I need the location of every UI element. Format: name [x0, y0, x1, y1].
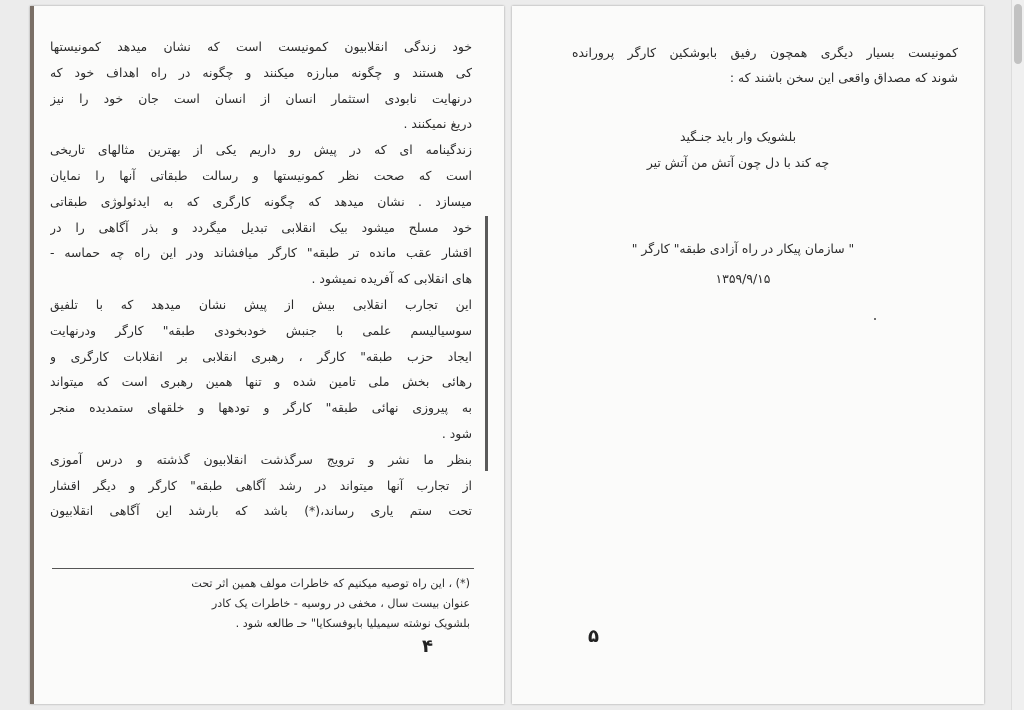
body-line: شوند که مصداق واقعی این سخن باشند که : [729, 70, 958, 85]
organization-signature [602, 234, 884, 294]
footnote-divider [52, 568, 474, 569]
body-line: درنهایت نابودی استثمار انسان از انسان است جان خود را نیز [50, 90, 472, 106]
footnote [52, 574, 470, 634]
body-line: به پیروزی نهائی طبقه" کارگر و تودهها و خلقهای ستمدیده منجر [50, 400, 472, 416]
body-line: رهائی بخش ملی تامین شده و تنها همین رهبری است که میتواند [50, 374, 472, 390]
body-line: خود مسلح میشود بیک انقلابی تبدیل میگردد و بذر آگاهی را در [50, 219, 472, 235]
body-line: بنظر ما نشر و ترویج سرگذشت انقلابیون گذشته و درس آموزی [50, 451, 472, 467]
body-line: کی هستند و چگونه مبارزه میکنند و چگونه در راه اهداف خود که [50, 64, 472, 80]
body-line: شود . [441, 425, 472, 441]
body-line: کمونیست بسیار دیگری همچون رفیق بابوشکین کارگر پرورانده [572, 45, 958, 60]
body-line: های انقلابی که آفریده نمیشود . [311, 271, 472, 287]
body-line: سوسیالیسم علمی با جنبش خودبخودی طبقه" کارگر ودرنهایت [50, 322, 472, 338]
body-line: تحت ستم یاری رساند،(*) باشد که بارشد این آگاهی انقلابیون [50, 503, 472, 519]
paper-speck [874, 318, 876, 320]
poem-line: چه کند با دل چون آتش من آتش تیر [646, 155, 830, 170]
body-line: دریغ نمیکنند . [403, 116, 472, 132]
poem-line: بلشویک وار باید جنـگید [679, 129, 797, 144]
footnote-line: بلشویک نوشته سیمیلیا بابوفسکایا" حـ طالعه شود . [235, 617, 470, 630]
footnote-line: (*) ، این راه توصیه میکنیم که خاطرات مولف همین اثر تحت [191, 577, 470, 590]
poem-quote [622, 124, 854, 176]
left-page-body [50, 34, 472, 524]
body-line: زندگینامه ای که در پیش رو داریم یکی از بهترین مثالهای تاریخی [50, 142, 472, 158]
vertical-scrollbar[interactable] [1011, 0, 1024, 710]
body-line: خود زندگی انقلابیون کمونیست است که نشان میدهد کمونیستها [50, 39, 472, 54]
page-number-right: ۵ [588, 626, 599, 647]
body-line: اقشار عقب مانده تر طبقه" کارگر میافشاند ودر این راه چه حماسه - [50, 245, 472, 261]
scrollbar-thumb[interactable] [1014, 4, 1022, 64]
body-line: ایجاد حزب طبقه" کارگر ، رهبری انقلابی بر انقلابات کارگری و [50, 348, 472, 364]
signature-date: ۱۳۵۹/۹/۱۵ [715, 271, 771, 286]
margin-ink-mark [485, 216, 488, 471]
organization-name: " سازمان پیکار در راه آزادی طبقه" کارگر " [631, 241, 855, 256]
body-line: است که صحت نظر کمونیستها و رسالت طبقاتی آنها را نمایان [50, 167, 472, 183]
body-line: این تجارب انقلابی بیش از پیش نشان میدهد که با تلفیق [50, 296, 472, 312]
right-page-intro [572, 40, 958, 90]
page-number-left: ۴ [422, 636, 433, 657]
body-line: از تجارب آنها میتواند در رشد آگاهی طبقه" کارگر و دیگر اقشار [50, 477, 472, 493]
footnote-line: عنوان بیست سال ، مخفی در روسیه - خاطرات یک کادر [211, 597, 470, 610]
page-left [30, 6, 504, 704]
page-binding-edge [30, 6, 34, 704]
page-right [512, 6, 984, 704]
body-line: میسازد . نشان میدهد که چگونه کارگری که به ایدئولوژی طبقاتی [50, 193, 472, 209]
